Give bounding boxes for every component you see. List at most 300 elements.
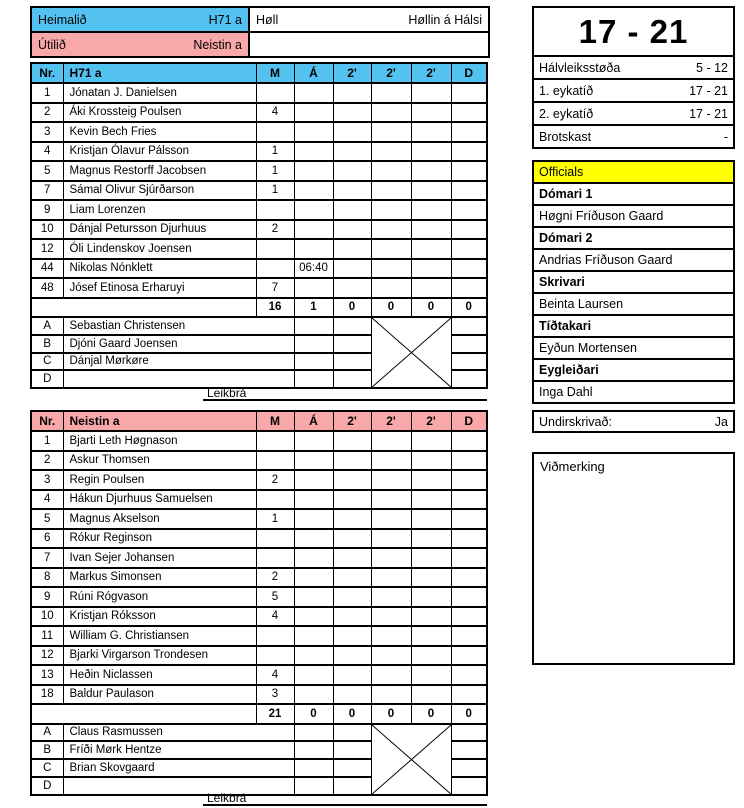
two-min-cell-2 xyxy=(371,470,411,490)
bench-name: Dánjal Mørkøre xyxy=(63,353,294,371)
col-disqualification: D xyxy=(451,63,487,83)
player-row xyxy=(31,529,487,549)
away-label: Útilið xyxy=(38,37,66,52)
warning-cell xyxy=(294,509,333,529)
two-min-cell-3 xyxy=(411,103,451,123)
two-min-cell-2 xyxy=(371,490,411,510)
official-role: Dómari 1 xyxy=(534,182,733,204)
two-min-cell-2 xyxy=(371,451,411,471)
official-role: Dómari 2 xyxy=(534,226,733,248)
disqualification-cell xyxy=(451,451,487,471)
goals-cell: 2 xyxy=(256,220,294,240)
player-name: Heðin Niclassen xyxy=(63,665,256,685)
two-min-cell-3 xyxy=(411,200,451,220)
warning-cell: 06:40 xyxy=(294,259,333,279)
goals-cell xyxy=(256,83,294,103)
two-min-cell-1 xyxy=(333,665,371,685)
warning-cell xyxy=(294,587,333,607)
two-min-cell-1 xyxy=(333,317,371,335)
remarks-box xyxy=(532,452,735,665)
col-warning: Á xyxy=(294,63,333,83)
disqualification-cell xyxy=(451,509,487,529)
player-number: 4 xyxy=(31,142,63,162)
home-label: Heimalið xyxy=(38,12,87,27)
player-row xyxy=(31,626,487,646)
warning-cell xyxy=(294,490,333,510)
two-min-cell-1 xyxy=(333,259,371,279)
home-team-name: H71 a xyxy=(208,12,242,27)
goals-cell: 2 xyxy=(256,470,294,490)
disqualification-cell xyxy=(451,181,487,201)
goals-cell xyxy=(256,451,294,471)
bench-row xyxy=(31,317,487,335)
crossed-out-cell xyxy=(371,317,451,388)
player-row xyxy=(31,568,487,588)
warning-cell xyxy=(294,278,333,298)
two-min-cell-1 xyxy=(333,142,371,162)
halftime-row xyxy=(534,55,733,78)
player-row xyxy=(31,607,487,627)
disqualification-cell xyxy=(451,741,487,759)
goals-cell xyxy=(256,646,294,666)
official-name: Andrias Fríðuson Gaard xyxy=(534,248,733,270)
disqualification-cell xyxy=(451,122,487,142)
player-name: Nikolas Nónklett xyxy=(63,259,256,279)
totals-value: 0 xyxy=(371,298,411,318)
player-row xyxy=(31,685,487,705)
player-row xyxy=(31,161,487,181)
player-row xyxy=(31,451,487,471)
totals-spacer xyxy=(31,704,256,724)
col-two-min-1: 2' xyxy=(333,63,371,83)
bench-id: C xyxy=(31,759,63,777)
warning-cell xyxy=(294,685,333,705)
two-min-cell-3 xyxy=(411,122,451,142)
col-two-min-1: 2' xyxy=(333,411,371,431)
two-min-cell-2 xyxy=(371,548,411,568)
warning-cell xyxy=(294,181,333,201)
disqualification-cell xyxy=(451,665,487,685)
warning-cell xyxy=(294,665,333,685)
official-name: Eyðun Mortensen xyxy=(534,336,733,358)
player-row xyxy=(31,490,487,510)
col-two-min-3: 2' xyxy=(411,411,451,431)
disqualification-cell xyxy=(451,587,487,607)
player-name: Áki Krossteig Poulsen xyxy=(63,103,256,123)
two-min-cell-2 xyxy=(371,626,411,646)
warning-cell xyxy=(294,317,333,335)
col-goals: M xyxy=(256,411,294,431)
totals-value: 0 xyxy=(451,704,487,724)
overtime2-label: 2. eykatíð xyxy=(539,106,594,121)
disqualification-cell xyxy=(451,685,487,705)
official-name: Beinta Laursen xyxy=(534,292,733,314)
totals-value: 1 xyxy=(294,298,333,318)
two-min-cell-1 xyxy=(333,529,371,549)
player-row xyxy=(31,646,487,666)
two-min-cell-2 xyxy=(371,161,411,181)
warning-cell xyxy=(294,568,333,588)
goals-cell: 1 xyxy=(256,161,294,181)
warning-cell xyxy=(294,548,333,568)
two-min-cell-1 xyxy=(333,646,371,666)
disqualification-cell xyxy=(451,278,487,298)
goals-cell xyxy=(256,200,294,220)
goals-cell xyxy=(256,431,294,451)
bench-name: Fríði Mørk Hentze xyxy=(63,741,294,759)
totals-value: 21 xyxy=(256,704,294,724)
bench-name: Brian Skovgaard xyxy=(63,759,294,777)
disqualification-cell xyxy=(451,607,487,627)
player-row xyxy=(31,239,487,259)
two-min-cell-1 xyxy=(333,239,371,259)
player-row xyxy=(31,509,487,529)
player-name: Rókur Reginson xyxy=(63,529,256,549)
totals-row xyxy=(31,704,487,724)
player-row xyxy=(31,259,487,279)
two-min-cell-3 xyxy=(411,509,451,529)
totals-value: 0 xyxy=(411,298,451,318)
two-min-cell-3 xyxy=(411,646,451,666)
goals-cell xyxy=(256,548,294,568)
warning-cell xyxy=(294,335,333,353)
player-name: Baldur Paulason xyxy=(63,685,256,705)
away-team-name: Neistin a xyxy=(193,37,242,52)
venue-cell xyxy=(249,7,489,32)
home-info-row xyxy=(31,7,489,32)
disqualification-cell xyxy=(451,317,487,335)
player-number: 5 xyxy=(31,161,63,181)
totals-value: 0 xyxy=(411,704,451,724)
two-min-cell-1 xyxy=(333,122,371,142)
goals-cell: 4 xyxy=(256,103,294,123)
totals-row xyxy=(31,298,487,318)
two-min-cell-1 xyxy=(333,470,371,490)
two-min-cell-2 xyxy=(371,181,411,201)
score-box xyxy=(532,6,735,149)
goals-cell xyxy=(256,122,294,142)
away-info-row xyxy=(31,32,489,57)
col-warning: Á xyxy=(294,411,333,431)
warning-cell xyxy=(294,103,333,123)
two-min-cell-2 xyxy=(371,509,411,529)
bench-name: Claus Rasmussen xyxy=(63,724,294,742)
two-min-cell-2 xyxy=(371,103,411,123)
player-number: 13 xyxy=(31,665,63,685)
player-number: 4 xyxy=(31,490,63,510)
halftime-value: 5 - 12 xyxy=(696,60,728,75)
bench-name: Djóni Gaard Joensen xyxy=(63,335,294,353)
player-name: Jósef Etinosa Erharuyi xyxy=(63,278,256,298)
disqualification-cell xyxy=(451,335,487,353)
player-row xyxy=(31,587,487,607)
player-number: 2 xyxy=(31,103,63,123)
player-number: 1 xyxy=(31,431,63,451)
two-min-cell-1 xyxy=(333,568,371,588)
disqualification-cell xyxy=(451,239,487,259)
two-min-cell-3 xyxy=(411,529,451,549)
disqualification-cell xyxy=(451,724,487,742)
player-name: Jónatan J. Danielsen xyxy=(63,83,256,103)
player-name: Markus Simonsen xyxy=(63,568,256,588)
player-number: 1 xyxy=(31,83,63,103)
totals-spacer xyxy=(31,298,256,318)
bench-id: B xyxy=(31,741,63,759)
two-min-cell-1 xyxy=(333,431,371,451)
warning-cell xyxy=(294,529,333,549)
penalty-value: - xyxy=(723,129,728,144)
player-name: Rúni Rógvason xyxy=(63,587,256,607)
two-min-cell-1 xyxy=(333,741,371,759)
two-min-cell-3 xyxy=(411,470,451,490)
bench-id: D xyxy=(31,370,63,388)
disqualification-cell xyxy=(451,529,487,549)
player-row xyxy=(31,103,487,123)
player-name: Hákun Djurhuus Samuelsen xyxy=(63,490,256,510)
signature-line-home xyxy=(203,386,487,401)
player-number: 8 xyxy=(31,568,63,588)
warning-cell xyxy=(294,607,333,627)
bench-id: C xyxy=(31,353,63,371)
two-min-cell-3 xyxy=(411,548,451,568)
player-row xyxy=(31,470,487,490)
player-number: 12 xyxy=(31,239,63,259)
warning-cell xyxy=(294,161,333,181)
warning-cell xyxy=(294,83,333,103)
player-row xyxy=(31,431,487,451)
signature-label-away: Leikbrá xyxy=(207,791,247,805)
col-two-min-3: 2' xyxy=(411,63,451,83)
disqualification-cell xyxy=(451,220,487,240)
player-number: 11 xyxy=(31,626,63,646)
player-name: Magnus Akselson xyxy=(63,509,256,529)
warning-cell xyxy=(294,451,333,471)
two-min-cell-1 xyxy=(333,685,371,705)
two-min-cell-1 xyxy=(333,490,371,510)
two-min-cell-1 xyxy=(333,278,371,298)
player-number: 44 xyxy=(31,259,63,279)
bench-id: A xyxy=(31,317,63,335)
signed-value: Ja xyxy=(714,414,728,429)
two-min-cell-2 xyxy=(371,278,411,298)
col-number: Nr. xyxy=(31,63,63,83)
two-min-cell-1 xyxy=(333,220,371,240)
goals-cell xyxy=(256,529,294,549)
halftime-label: Hálvleiksstøða xyxy=(539,60,621,75)
goals-cell: 1 xyxy=(256,509,294,529)
player-number: 10 xyxy=(31,220,63,240)
totals-value: 0 xyxy=(333,704,371,724)
officials-title: Officials xyxy=(534,162,733,182)
col-goals: M xyxy=(256,63,294,83)
two-min-cell-2 xyxy=(371,587,411,607)
disqualification-cell xyxy=(451,646,487,666)
totals-value: 0 xyxy=(294,704,333,724)
player-number: 10 xyxy=(31,607,63,627)
venue-value: Høllin á Hálsi xyxy=(408,12,482,27)
col-number: Nr. xyxy=(31,411,63,431)
two-min-cell-3 xyxy=(411,568,451,588)
player-number: 9 xyxy=(31,200,63,220)
player-number: 7 xyxy=(31,181,63,201)
roster-table-home xyxy=(30,62,488,389)
two-min-cell-2 xyxy=(371,200,411,220)
player-number: 12 xyxy=(31,646,63,666)
penalty-label: Brotskast xyxy=(539,129,592,144)
two-min-cell-1 xyxy=(333,200,371,220)
two-min-cell-2 xyxy=(371,220,411,240)
two-min-cell-3 xyxy=(411,451,451,471)
goals-cell: 7 xyxy=(256,278,294,298)
two-min-cell-3 xyxy=(411,161,451,181)
official-role: Tíðtakari xyxy=(534,314,733,336)
player-name: Óli Lindenskov Joensen xyxy=(63,239,256,259)
bench-id: D xyxy=(31,777,63,795)
goals-cell: 4 xyxy=(256,665,294,685)
warning-cell xyxy=(294,431,333,451)
warning-cell xyxy=(294,142,333,162)
player-name: Magnus Restorff Jacobsen xyxy=(63,161,256,181)
player-number: 2 xyxy=(31,451,63,471)
two-min-cell-1 xyxy=(333,759,371,777)
two-min-cell-2 xyxy=(371,665,411,685)
player-number: 7 xyxy=(31,548,63,568)
player-name: Bjarki Virgarson Trondesen xyxy=(63,646,256,666)
player-name: Regin Poulsen xyxy=(63,470,256,490)
goals-cell: 4 xyxy=(256,607,294,627)
bench-row xyxy=(31,724,487,742)
two-min-cell-2 xyxy=(371,83,411,103)
totals-value: 0 xyxy=(451,298,487,318)
disqualification-cell xyxy=(451,200,487,220)
disqualification-cell xyxy=(451,353,487,371)
two-min-cell-3 xyxy=(411,665,451,685)
two-min-cell-1 xyxy=(333,607,371,627)
two-min-cell-2 xyxy=(371,529,411,549)
warning-cell xyxy=(294,470,333,490)
disqualification-cell xyxy=(451,142,487,162)
signed-label: Undirskrivað: xyxy=(539,414,612,429)
two-min-cell-2 xyxy=(371,122,411,142)
official-name: Høgni Fríðuson Gaard xyxy=(534,204,733,226)
two-min-cell-3 xyxy=(411,142,451,162)
warning-cell xyxy=(294,239,333,259)
two-min-cell-2 xyxy=(371,685,411,705)
player-row xyxy=(31,665,487,685)
player-name: Kristjan Ólavur Pálsson xyxy=(63,142,256,162)
goals-cell: 5 xyxy=(256,587,294,607)
two-min-cell-1 xyxy=(333,509,371,529)
two-min-cell-2 xyxy=(371,259,411,279)
official-role: Eygleiðari xyxy=(534,358,733,380)
two-min-cell-3 xyxy=(411,83,451,103)
player-number: 6 xyxy=(31,529,63,549)
player-row xyxy=(31,548,487,568)
signature-line-away xyxy=(203,791,487,806)
two-min-cell-1 xyxy=(333,451,371,471)
two-min-cell-3 xyxy=(411,587,451,607)
two-min-cell-3 xyxy=(411,626,451,646)
disqualification-cell xyxy=(451,626,487,646)
player-name: William G. Christiansen xyxy=(63,626,256,646)
two-min-cell-2 xyxy=(371,142,411,162)
two-min-cell-1 xyxy=(333,161,371,181)
disqualification-cell xyxy=(451,161,487,181)
player-row xyxy=(31,142,487,162)
two-min-cell-3 xyxy=(411,278,451,298)
col-disqualification: D xyxy=(451,411,487,431)
two-min-cell-1 xyxy=(333,626,371,646)
goals-cell: 3 xyxy=(256,685,294,705)
two-min-cell-1 xyxy=(333,548,371,568)
two-min-cell-2 xyxy=(371,646,411,666)
col-two-min-2: 2' xyxy=(371,411,411,431)
two-min-cell-2 xyxy=(371,431,411,451)
disqualification-cell xyxy=(451,259,487,279)
warning-cell xyxy=(294,220,333,240)
official-role: Skrivari xyxy=(534,270,733,292)
signature-label-home: Leikbrá xyxy=(207,386,247,400)
two-min-cell-3 xyxy=(411,490,451,510)
goals-cell: 1 xyxy=(256,142,294,162)
goals-cell xyxy=(256,259,294,279)
match-info-table xyxy=(30,6,490,58)
two-min-cell-3 xyxy=(411,259,451,279)
totals-value: 16 xyxy=(256,298,294,318)
player-row xyxy=(31,200,487,220)
player-number: 5 xyxy=(31,509,63,529)
player-name: Bjarti Leth Høgnason xyxy=(63,431,256,451)
two-min-cell-1 xyxy=(333,335,371,353)
crossed-out-cell xyxy=(371,724,451,795)
player-name: Askur Thomsen xyxy=(63,451,256,471)
two-min-cell-2 xyxy=(371,607,411,627)
final-score: 17 - 21 xyxy=(578,12,689,50)
player-name: Kristjan Róksson xyxy=(63,607,256,627)
disqualification-cell xyxy=(451,568,487,588)
remarks-label: Viðmerking xyxy=(540,459,605,474)
disqualification-cell xyxy=(451,470,487,490)
col-team-name: Neistin a xyxy=(63,411,256,431)
overtime2-row xyxy=(534,101,733,124)
two-min-cell-1 xyxy=(333,181,371,201)
player-row xyxy=(31,83,487,103)
disqualification-cell xyxy=(451,548,487,568)
official-name: Inga Dahl xyxy=(534,380,733,402)
goals-cell: 2 xyxy=(256,568,294,588)
two-min-cell-3 xyxy=(411,607,451,627)
totals-value: 0 xyxy=(333,298,371,318)
totals-value: 0 xyxy=(371,704,411,724)
two-min-cell-1 xyxy=(333,724,371,742)
warning-cell xyxy=(294,724,333,742)
signed-box xyxy=(532,410,735,433)
player-name: Dánjal Petursson Djurhuus xyxy=(63,220,256,240)
player-row xyxy=(31,220,487,240)
overtime1-label: 1. eykatíð xyxy=(539,83,594,98)
player-number: 3 xyxy=(31,470,63,490)
bench-id: A xyxy=(31,724,63,742)
venue-label: Høll xyxy=(256,12,279,27)
goals-cell xyxy=(256,490,294,510)
player-row xyxy=(31,181,487,201)
disqualification-cell xyxy=(451,759,487,777)
player-row xyxy=(31,122,487,142)
player-name: Sámal Olivur Sjúrðarson xyxy=(63,181,256,201)
warning-cell xyxy=(294,646,333,666)
roster-table-away xyxy=(30,410,488,796)
warning-cell xyxy=(294,626,333,646)
